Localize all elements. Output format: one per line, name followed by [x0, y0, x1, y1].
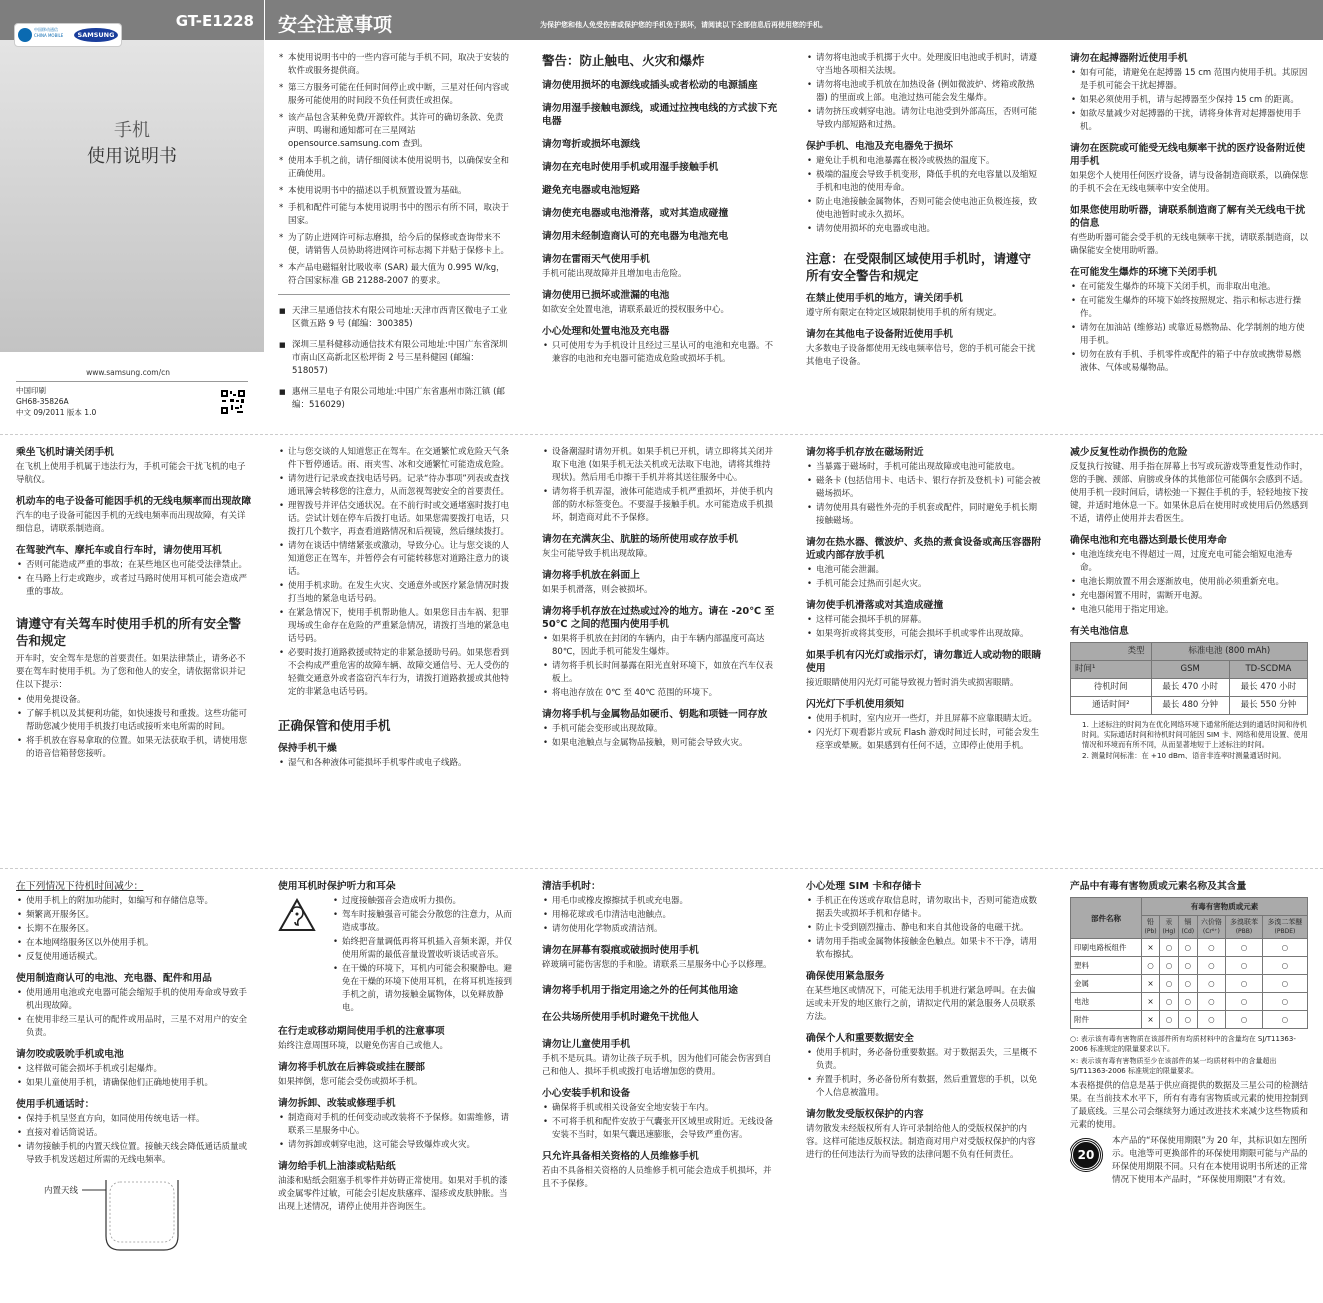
battery-info-column — [1070, 446, 1308, 862]
footnote: 2. 测量时间标准：在 +10 dBm、语音非连率时测量通话时间。 — [1082, 751, 1286, 760]
section-text: 在飞机上使用手机属于违法行为，手机可能会干扰飞机的电子导航仪。 — [16, 462, 246, 485]
section-heading: 在公共场所使用手机时避免干扰他人 — [542, 1012, 699, 1023]
section-heading: 小心处理 SIM 卡和存储卡 — [806, 881, 922, 892]
bullet-item: • 电池只能用于指定用途。 — [1070, 604, 1308, 617]
table-cell: ○ — [1197, 975, 1225, 993]
section-heading: 请勿让儿童使用手机 — [542, 1039, 631, 1050]
table-header-substance — [1262, 916, 1307, 939]
section-text: 遵守所有限定在特定区域限制使用手机的所有规定。 — [806, 308, 1002, 318]
section-heading: 请勿在热水器、微波炉、炙热的煮食设备或高压容器附近或内部存放手机 — [806, 537, 1042, 561]
bullet-item: • 防止电池接触金属物体，否则可能会使电池正负极连接，致使电池暂时或永久损坏。 — [806, 196, 1042, 222]
banner-note: 为保护您和他人免受伤害或保护您的手机免于损坏，请阅读以下全部信息后再使用您的手机。 — [540, 21, 827, 29]
section-heading: 确保使用紧急服务 — [806, 971, 885, 982]
flight-column — [16, 446, 252, 862]
section-heading: 确保个人和重要数据安全 — [806, 1033, 914, 1044]
table-header-substance — [1179, 916, 1198, 939]
section-heading: 闪光灯下手机使用须知 — [806, 699, 904, 710]
eco-period-icon — [1070, 1139, 1102, 1171]
bullet-item: • 电池连续充电不得超过一周，过度充电可能会缩短电池寿命。 — [1070, 549, 1308, 575]
table-cell: ○ — [1179, 957, 1198, 975]
bullet-item: • 使用手机时，务必备份重要数据。对于数据丢失，三星概不负责。 — [806, 1047, 1042, 1073]
section-heading: 在下列情况下待机时间减少： — [16, 881, 144, 892]
driving-tips-column — [278, 446, 512, 862]
section-heading: 请勿散发受版权保护的内容 — [806, 1109, 924, 1120]
table-row — [1071, 1011, 1308, 1029]
warning-item: 请勿弯折或损坏电源线 — [542, 139, 640, 150]
table-cell: ○ — [1262, 939, 1307, 957]
note-item: * 本产品电磁辐射比吸收率 (SAR) 最大值为 0.995 W/kg，符合国家标准 GB 21288-2007 的要求。 — [278, 262, 510, 288]
table-header-substance — [1197, 916, 1225, 939]
bullet-item: • 如果将手机放在封闭的车辆内，由于车辆内部温度可高达 80℃，因此手机可能发生爆炸。 — [542, 633, 778, 659]
substance-name: 多溴二苯醚 — [1267, 918, 1303, 926]
pacemaker-column — [1070, 52, 1308, 430]
table-cell: ○ — [1226, 993, 1263, 1011]
section-text: 大多数电子设备都使用无线电频率信号，您的手机可能会干扰其他电子设备。 — [806, 344, 1036, 367]
bullet-item: • 切勿在放有手机、手机零件或配件的箱子中存放或携带易燃液体、气体或易爆物品。 — [1070, 349, 1308, 375]
bullet-item: • 电池长期放置不用会逐渐放电，使用前必须重新充电。 — [1070, 576, 1308, 589]
china-mobile-logo — [18, 28, 32, 42]
table-cell: 电池 — [1071, 993, 1142, 1011]
section-heading: 请勿将手机存放在磁场附近 — [806, 447, 924, 458]
table-row — [1071, 993, 1308, 1011]
table-row — [1071, 679, 1308, 697]
section-heading: 请勿在其他电子设备附近使用手机 — [806, 329, 953, 340]
warning-item: 请勿使用损坏的电源线或插头或者松动的电源插座 — [542, 80, 758, 91]
bullet-item: • 长期不在服务区。 — [16, 923, 252, 936]
bullet-item: • 保持手机呈竖直方向，如同使用传统电话一样。 — [16, 1113, 252, 1126]
table-cell: ○ — [1179, 975, 1198, 993]
phone-antenna-diagram — [80, 1178, 200, 1256]
bullet-item: • 充电器闲置不用时，需断开电源。 — [1070, 590, 1308, 603]
section-text: 手机不是玩具。请勿让孩子玩手机，因为他们可能会伤害到自己和他人、损坏手机或拨打电话增加您的费用。 — [542, 1054, 772, 1077]
section-heading: 小心安装手机和设备 — [542, 1088, 631, 1099]
bullet-item: • 在马路上行走或跑步，或者过马路时使用耳机可能会造成严重的事故。 — [16, 573, 252, 599]
note-item: * 使用本手机之前，请仔细阅读本使用说明书，以确保安全和正确使用。 — [278, 155, 510, 181]
bullet-item: • 反复使用通话模式。 — [16, 951, 252, 964]
table-cell: ○ — [1160, 975, 1179, 993]
bullet-item: • 请勿使用具有磁性外壳的手机套或配件，同时避免手机长期接触磁场。 — [806, 502, 1042, 528]
section-text: 如果摔倒，您可能会受伤或损坏手机。 — [278, 1077, 423, 1087]
section-text: 本表格提供的信息是基于供应商提供的数据及三星公司的检测结果。在当前技术水平下，所有有毒有害物质或元素的使用控制到了最底线。三星公司会继续努力通过改进技术来减少这些物质和元素的使用。 — [1070, 1081, 1308, 1130]
print-country: 中国印刷 — [16, 386, 46, 395]
bullet-item: • 频繁离开服务区。 — [16, 909, 252, 922]
bullet-item: • 使用手机求助。在发生火灾、交通意外或医疗紧急情况时拨打当地的紧急电话号码。 — [278, 580, 512, 606]
storage-heading: 正确保管和使用手机 — [278, 718, 391, 733]
bullet-item: • 请勿使用化学物质或清洁剂。 — [542, 923, 778, 936]
section-heading: 请勿将手机放在后裤袋或挂在腰部 — [278, 1062, 425, 1073]
note-item: * 本使用说明书中的一些内容可能与手机不同，取决于安装的软件或服务提供商。 — [278, 52, 510, 78]
bullet-item: • 必要时拨打道路救援或特定的非紧急援助号码。如果您看到不会构成严重危害的故障车辆、故障交通信号、无人受伤的轻微交通意外或者盗窃汽车行为，请拨打道路救援或其他特定的非紧急电话号码。 — [278, 647, 512, 699]
cover-rule — [16, 381, 248, 382]
section-text: 本产品的“环保使用期限”为 20 年，其标识如左图所示。电池等可更换部件的环保使用期限可能与产品的环保使用期限不同。只有在本使用说明书所述的正常情况下使用本产品时，“环保使用期限”才有效。 — [1112, 1136, 1308, 1185]
substance-name: 六价铬 — [1200, 918, 1222, 926]
cover-title-1: 手机 — [114, 120, 150, 141]
bullet-item: • 湿气和各种液体可能损坏手机零件或电子线路。 — [278, 757, 512, 770]
table-row — [1071, 939, 1308, 957]
section-text: 灰尘可能导致手机出现故障。 — [542, 549, 653, 559]
cover-panel — [0, 40, 264, 352]
section-text: 接近眼睛使用闪光灯可能导致视力暂时消失或损害眼睛。 — [806, 678, 1019, 688]
bullet-item: • 制造商对手机的任何变动或改装将不予保修。如需维修，请联系三星服务中心。 — [278, 1112, 512, 1138]
section-heading: 请勿将手机存放在过热或过冷的地方。请在 -20℃ 至 50℃ 之间的范围内使用手机 — [542, 606, 775, 630]
model-name: GT-E1228 — [175, 12, 254, 30]
bullet-item: • 请勿将电池或手机放在加热设备 (例如微波炉、烤箱或散热器) 的里面或上部。电池过热可能会发生爆炸。 — [806, 79, 1042, 105]
bullet-item: • 始终把音量调低再将耳机插入音频来源，并仅使用所需的最低音量设置收听谈话或音乐。 — [332, 936, 512, 962]
battery-column — [806, 52, 1042, 430]
notes-rule — [278, 294, 510, 295]
table-cell: ○ — [1197, 939, 1225, 957]
warning-item: 请勿用湿手接触电源线，或通过拉拽电线的方式拔下充电器 — [542, 103, 778, 127]
section-heading: 请勿使用已损坏或泄漏的电池 — [542, 290, 670, 301]
section-heading: 如果您使用助听器，请联系制造商了解有关无线电干扰的信息 — [1070, 205, 1306, 229]
substance-name: 镉 — [1184, 918, 1192, 926]
section-heading: 在可能发生爆炸的环境下关闭手机 — [1070, 267, 1217, 278]
section-heading: 请勿在屏幕有裂痕或破损时使用手机 — [542, 945, 699, 956]
section-heading: 请勿将手机与金属物品如硬币、钥匙和项链一同存放 — [542, 709, 768, 720]
notes-column — [278, 52, 510, 430]
table-cell: ○ — [1160, 957, 1179, 975]
bullet-item: • 磁条卡 (包括信用卡、电话卡、银行存折及登机卡) 可能会被磁场损坏。 — [806, 475, 1042, 501]
bullet-item: • 理智拨号并评估交通状况。在不前行时或交通堵塞时拨打电话。尝试计划在停车后拨打电话。如果您需要拨打电话，只拨打几个数字，再查看道路情况和后视镜，然后继续拨打。 — [278, 500, 512, 539]
table-cell: ○ — [1262, 957, 1307, 975]
cover-title-2: 使用说明书 — [87, 146, 177, 167]
bullet-item: • 直接对着话筒说话。 — [16, 1127, 252, 1140]
bullet-item: • 请勿拆卸或刺穿电池，这可能会导致爆炸或火灾。 — [278, 1139, 512, 1152]
warning-item: 请勿使充电器或电池滑落，或对其造成碰撞 — [542, 208, 729, 219]
table-cell: 最长 480 分钟 — [1151, 697, 1229, 715]
note-item: * 手机和配件可能与本使用说明书中的图示有所不同，取决于国家。 — [278, 202, 510, 228]
section-heading: 请勿拆卸、改装或修理手机 — [278, 1098, 396, 1109]
doc-code: GH68-35826A — [16, 397, 69, 406]
table-cell: ○ — [1197, 957, 1225, 975]
table-cell: 最长 550 分钟 — [1229, 697, 1307, 715]
bullet-item: • 如果儿童使用手机，请确保他们正确地使用手机。 — [16, 1077, 252, 1090]
section-heading: 保持手机干燥 — [278, 743, 337, 754]
bullet-item: • 手机正在传送或存取信息时，请勿取出卡，否则可能造成数据丢失或损坏手机和存储卡。 — [806, 895, 1042, 921]
bullet-item: • 如欲尽量减少对起搏器的干扰，请将身体背对起搏器使用手机。 — [1070, 108, 1308, 134]
table-cell: 待机时间 — [1071, 679, 1152, 697]
warning-heading: 警告：防止触电、火灾和爆炸 — [542, 53, 705, 68]
section-heading: 机动车的电子设备可能因手机的无线电频率而出现故障 — [16, 496, 252, 507]
bullet-item: • 在可能发生爆炸的环境下始终按照规定、指示和标志进行操作。 — [1070, 295, 1308, 321]
table-cell: 最长 470 小时 — [1229, 679, 1307, 697]
bullet-item: • 确保将手机或相关设备安全地安装于车内。 — [542, 1102, 778, 1115]
bullet-item: • 请勿使用损坏的充电器或电池。 — [806, 223, 1042, 236]
bullet-item: • 了解手机以及其便利功能，如快速拨号和重拨。这些功能可帮助您减少使用手机拨打电话或接听来电所需的时间。 — [16, 708, 252, 734]
table-cell: 通话时间² — [1071, 697, 1152, 715]
antenna-label: 内置天线 — [44, 1186, 79, 1196]
section-text: 若由不具备相关资格的人员维修手机可能会造成手机损坏，并且不予保修。 — [542, 1166, 772, 1189]
substance-symbol: (PBDE) — [1274, 928, 1296, 935]
substance-symbol: (PBB) — [1235, 928, 1253, 935]
bullet-item: • 请勿在谈话中情绪紧张或激动，导致分心。让与您交谈的人知道您正在驾车，并暂停会有可能转移您对道路注意力的谈话。 — [278, 540, 512, 579]
table-cell: ○ — [1226, 975, 1263, 993]
table-cell: ○ — [1226, 939, 1263, 957]
environment-column — [542, 446, 778, 862]
bullet-item: • 手机可能会过热而引起火灾。 — [806, 578, 1042, 591]
bullet-item: • 过度接触强音会造成听力损伤。 — [332, 895, 512, 908]
bullet-item: • 在紧急情况下，使用手机帮助他人。如果您目击车祸、犯罪现场或生命存在危险的严重紧急情况，请拨打当地的紧急电话号码。 — [278, 607, 512, 646]
table-cell: ○ — [1226, 957, 1263, 975]
section-heading: 请勿在雷雨天气使用手机 — [542, 254, 650, 265]
table-header-battery: 标准电池 (800 mAh) — [1151, 643, 1307, 661]
qr-code — [221, 390, 245, 414]
bullet-item: • 闪光灯下观看影片或玩 Flash 游戏时间过长时，可能会发生痉挛或晕厥。如果感到有任何不适，立即停止使用手机。 — [806, 727, 1042, 753]
footnote: ○: 表示该有毒有害物质在该部件所有均质材料中的含量均在 SJ/T11363-2006 标准规定的限量要求以下。 — [1070, 1035, 1296, 1053]
driving-rules-heading: 请遵守有关驾车时使用手机的所有安全警告和规定 — [16, 616, 242, 648]
warning-item: 请勿在充电时使用手机或用湿手接触手机 — [542, 162, 719, 173]
table-cell: 金属 — [1071, 975, 1142, 993]
table-cell: 印刷电路板组件 — [1071, 939, 1142, 957]
table-header-substance — [1160, 916, 1179, 939]
bullet-item: • 弃置手机时，务必备份所有数据，然后重置您的手机，以免个人信息被滥用。 — [806, 1074, 1042, 1100]
section-heading: 保护手机、电池及充电器免于损坏 — [806, 141, 953, 152]
company-address: ■ 惠州三星电子有限公司地址:中国广东省惠州市陈江镇 (邮编：516029) — [278, 386, 510, 412]
section-heading: 请勿给手机上油漆或粘贴纸 — [278, 1161, 396, 1172]
hazard-column — [1070, 880, 1308, 1295]
substance-name: 多溴联苯 — [1229, 918, 1258, 926]
warning-column — [542, 52, 778, 430]
bullet-item: • 用棉花球或毛巾清洁电池触点。 — [542, 909, 778, 922]
section-heading: 请勿在医院或可能受无线电频率干扰的医疗设备附近使用手机 — [1070, 143, 1306, 167]
table-cell: ○ — [1262, 1011, 1307, 1029]
magnet-column — [806, 446, 1042, 862]
section-heading: 乘坐飞机时请关闭手机 — [16, 447, 114, 458]
section-heading: 请勿咬或吸吮手机或电池 — [16, 1049, 124, 1060]
bullet-item: • 在本地网络服务区以外使用手机。 — [16, 937, 252, 950]
bullet-item: • 请勿将手机长时间暴露在阳光直射环境下，如放在汽车仪表板上。 — [542, 660, 778, 686]
section-heading: 请勿使手机滑落或对其造成碰撞 — [806, 600, 944, 611]
section-heading: 使用制造商认可的电池、充电器、配件和用品 — [16, 973, 212, 984]
table-header-part: 部件名称 — [1071, 898, 1142, 939]
table-cell: × — [1142, 939, 1160, 957]
section-heading: 在行走或移动期间使用手机的注意事项 — [278, 1026, 445, 1037]
substance-symbol: (Hg) — [1162, 928, 1176, 935]
note-item: * 第三方服务可能在任何时间停止或中断，三星对任何内容或服务可能使用的时间段不负任何责任或担保。 — [278, 82, 510, 108]
section-heading: 请勿在起搏器附近使用手机 — [1070, 53, 1188, 64]
bullet-item: • 请勿在加油站 (维修站) 或靠近易燃物品、化学制剂的地方使用手机。 — [1070, 322, 1308, 348]
table-cell: ○ — [1160, 1011, 1179, 1029]
table-row — [1071, 975, 1308, 993]
footnote: ×: 表示该有毒有害物质至少在该部件的某一均质材料中的含量超出 SJ/T11363-2006 标准规定的限量要求。 — [1070, 1057, 1277, 1075]
table-cell: ○ — [1197, 993, 1225, 1011]
bullet-item: • 使用手机时，室内应开一些灯，并且屏幕不应靠眼睛太近。 — [806, 713, 1042, 726]
section-text: 碎玻璃可能伤害您的手和脸。请联系三星服务中心予以修理。 — [542, 960, 772, 970]
substance-symbol: (Cd) — [1181, 928, 1195, 935]
bullet-item: • 只可使用专为手机设计且经过三星认可的电池和充电器。不兼容的电池和充电器可能造成危险或损坏手机。 — [542, 340, 778, 366]
section-text: 请勿散发未经版权所有人许可录制给他人的受版权保护的内容。这样可能违反版权法。制造商对用户对受版权保护的内容进行的任何违法行为而导致的法律问题不负有任何责任。 — [806, 1124, 1036, 1160]
bullet-item: • 避免让手机和电池暴露在极冷或极热的温度下。 — [806, 155, 1042, 168]
fold-line-1 — [0, 434, 1323, 435]
bullet-item: • 请勿挤压或刺穿电池。请勿让电池受到外部高压，否则可能导致内部短路和过热。 — [806, 106, 1042, 132]
table-header-time: 时间¹ — [1071, 661, 1152, 679]
banner-divider — [264, 0, 265, 40]
section-heading: 请勿将手机用于指定用途之外的任何其他用途 — [542, 985, 738, 996]
table-cell: × — [1142, 993, 1160, 1011]
company-address: ■ 天津三星通信技术有限公司地址:天津市西青区微电子工业区微五路 9 号 (邮编：300385) — [278, 305, 510, 331]
company-address: ■ 深圳三星科健移动通信技术有限公司地址:中国广东省深圳市南山区高新北区松坪街 2 号三星科健园 (邮编：518057) — [278, 339, 510, 378]
hearing-column — [278, 880, 512, 1295]
substance-symbol: (Pb) — [1144, 928, 1157, 935]
table-cell: 塑料 — [1071, 957, 1142, 975]
bullet-item: • 防止卡受到剧烈撞击、静电和来自其他设备的电磁干扰。 — [806, 922, 1042, 935]
table-cell: ○ — [1179, 1011, 1198, 1029]
battery-table — [1070, 642, 1308, 715]
section-heading: 如果手机有闪光灯或指示灯，请勿靠近人或动物的眼睛使用 — [806, 650, 1042, 674]
table-cell: ○ — [1226, 1011, 1263, 1029]
table-header-group: 有毒有害物质或元素 — [1142, 898, 1308, 916]
section-heading: 小心处理和处置电池及充电器 — [542, 326, 670, 337]
bullet-item: • 请勿进行记录或查找电话号码。记录“待办事项”列表或查找通讯簿会转移您的注意力，从而忽视驾驶安全的首要责任。 — [278, 473, 512, 499]
bullet-item: • 让与您交谈的人知道您正在驾车。在交通繁忙或危险天气条件下暂停通话。雨、雨夹雪、冰和交通繁忙可能造成危险。 — [278, 446, 512, 472]
table-header-type: 类型 — [1071, 643, 1152, 661]
section-heading: 在禁止使用手机的地方，请关闭手机 — [806, 293, 963, 304]
table-cell: 附件 — [1071, 1011, 1142, 1029]
substance-name: 铅 — [1147, 918, 1155, 926]
bullet-item: • 当暴露于磁场时，手机可能出现故障或电池可能放电。 — [806, 461, 1042, 474]
bullet-item: • 请勿用手指或金属物体接触金色触点。如果卡不干净，请用软布擦拭。 — [806, 936, 1042, 962]
bullet-item: • 在干燥的环境下，耳机内可能会积聚静电。避免在干燥的环境下使用耳机，在将耳机连接到手机之前，请勿接触金属物体，以免释放静电。 — [332, 963, 512, 1015]
bullet-item: • 请勿将电池或手机掷于火中。处理废旧电池或手机时，请遵守当地各项相关法规。 — [806, 52, 1042, 78]
bullet-item: • 请勿接触手机的内置天线位置。接触天线会降低通话质量或导致手机发送超过所需的无线电频率。 — [16, 1141, 252, 1167]
table-cell: ○ — [1262, 975, 1307, 993]
eco-period-number: 20 — [1077, 1147, 1095, 1162]
substance-symbol: (Cr⁶⁺) — [1202, 928, 1220, 935]
bullet-item: • 使用通用电池或充电器可能会缩短手机的使用寿命或导致手机出现故障。 — [16, 987, 252, 1013]
substance-name: 汞 — [1165, 918, 1173, 926]
bullet-item: • 手机可能会变形或出现故障。 — [542, 723, 778, 736]
bullet-item: • 如果弯折或将其变形，可能会损坏手机或零件出现故障。 — [806, 628, 1042, 641]
doc-version: 中文 09/2011 版本 1.0 — [16, 408, 97, 417]
warning-item: 请勿用未经制造商认可的充电器为电池充电 — [542, 231, 729, 242]
table-header-substance — [1226, 916, 1263, 939]
bullet-item: • 将电池存放在 0℃ 至 40℃ 范围的环境下。 — [542, 687, 778, 700]
table-cell: ○ — [1142, 957, 1160, 975]
section-heading: 产品中有毒有害物质或元素名称及其含量 — [1070, 881, 1247, 892]
bullet-item: • 如有可能，请避免在起搏器 15 cm 范围内使用手机。其原因是手机可能会干扰起搏器。 — [1070, 67, 1308, 93]
table-cell: ○ — [1179, 939, 1198, 957]
restricted-area-heading: 注意：在受限制区域使用手机时，请遵守所有安全警告和规定 — [806, 251, 1032, 283]
bullet-item: • 如果必须使用手机，请与起搏器至少保持 15 cm 的距离。 — [1070, 94, 1308, 107]
bullet-item: • 如果电池触点与金属物品接触，则可能会导致火灾。 — [542, 737, 778, 750]
section-text: 手机可能出现故障并且增加电击危险。 — [542, 269, 687, 279]
cleaning-column — [542, 880, 778, 1295]
bullet-item: • 使用免提设备。 — [16, 694, 252, 707]
section-heading: 减少反复性动作损伤的危险 — [1070, 447, 1188, 458]
footnote: 1. 上述标注的时间为在优化网络环境下通常所能达到的通话时间和待机时间。实际通话时间和待机时间可能因 SIM 卡、网络和使用设置、使用情况和环境而有所不同，从而显著地短于上述标注的时间。 — [1082, 720, 1308, 749]
section-heading: 请勿将手机放在斜面上 — [542, 570, 640, 581]
section-heading: 使用耳机时保护听力和耳朵 — [278, 881, 396, 892]
bullet-item: • 极端的温度会导致手机变形，降低手机的充电容量以及缩短手机和电池的使用寿命。 — [806, 169, 1042, 195]
table-header-gsm: GSM — [1151, 661, 1229, 679]
table-cell: ○ — [1179, 993, 1198, 1011]
section-text: 反复执行按键、用手指在屏幕上书写或玩游戏等重复性动作时，您的手腕、颈部、肩膀或身体的其他部位可能偶尔会感到不适。使用手机一段时间后，请松弛一下握住手机的手，轻轻地按下按键，并适时地休息一下。如果休息后在使用时或使用后仍然感到不适，请停止使用并去看医生。 — [1070, 462, 1308, 524]
section-text: 在某些地区或情况下，可能无法用手机进行紧急呼叫。在去偏远或未开发的地区旅行之前，请拟定代用的紧急服务人员联系方法。 — [806, 986, 1036, 1022]
note-item: * 该产品包含某种免费/开源软件。其许可的确切条款、免责声明、鸣谢和通知都可在三星网站 opensource.samsung.com 查到。 — [278, 112, 510, 151]
table-header-substance — [1142, 916, 1160, 939]
website-url: www.samsung.com/cn — [86, 368, 170, 377]
bullet-item: • 这样做可能会损坏手机或引起爆炸。 — [16, 1063, 252, 1076]
table-cell: × — [1142, 1011, 1160, 1029]
section-heading: 清洁手机时： — [542, 881, 601, 892]
section-heading: 确保电池和充电器达到最长使用寿命 — [1070, 535, 1227, 546]
note-item: * 为了防止进网许可标志磨损，给今后的保修或查询带来不便，请销售人员协助将进网许可标志揭下并贴于保修卡上。 — [278, 232, 510, 258]
table-header-td: TD-SCDMA — [1229, 661, 1307, 679]
bullet-item: • 设备潮湿时请勿开机。如果手机已开机，请立即将其关闭并取下电池 (如果手机无法关机或无法取下电池，请将其维持现状)。然后用毛巾擦干手机并将其送往服务中心。 — [542, 446, 778, 485]
fold-line-2 — [0, 868, 1323, 869]
china-mobile-label: 中国移动通信 CHINA MOBILE — [34, 27, 64, 38]
section-text: 如果您个人使用任何医疗设备，请与设备制造商联系，以确保您的手机不会在无线电频率中安全使用。 — [1070, 171, 1308, 194]
section-heading: 只允许具备相关资格的人员维修手机 — [542, 1151, 699, 1162]
bullet-item: • 驾车时接触强音可能会分散您的注意力，从而造成事故。 — [332, 909, 512, 935]
section-text: 有些助听器可能会受手机的无线电频率干扰，请联系制造商，以确保能安全使用助听器。 — [1070, 233, 1308, 256]
section-heading: 使用手机通话时： — [16, 1099, 95, 1110]
section-text: 汽车的电子设备可能因手机的无线电频率而出现故障，有关详细信息，请联系制造商。 — [16, 511, 246, 534]
warning-item: 避免充电器或电池短路 — [542, 185, 640, 196]
table-cell: ○ — [1197, 1011, 1225, 1029]
section-text: 油漆和贴纸会阻塞手机零件并妨碍正常使用。如果对手机的漆或金属零件过敏，可能会引起皮肤瘙痒、湿疹或皮肤肿胀。当出现上述情况，请停止使用并咨询医生。 — [278, 1176, 508, 1212]
table-cell: ○ — [1160, 993, 1179, 1011]
samsung-logo: SAMSUNG — [74, 28, 118, 42]
section-text: 如欲安全处置电池，请联系最近的授权服务中心。 — [542, 305, 730, 315]
section-heading: 有关电池信息 — [1070, 626, 1129, 637]
sim-column — [806, 880, 1042, 1295]
page-title: 安全注意事项 — [278, 14, 393, 36]
bullet-item: • 否则可能造成严重的事故；在某些地区也可能受法律禁止。 — [16, 559, 252, 572]
section-heading: 请勿在充满灰尘、肮脏的场所使用或存放手机 — [542, 534, 738, 545]
table-cell: ○ — [1160, 939, 1179, 957]
table-cell: × — [1142, 975, 1160, 993]
table-row — [1071, 697, 1308, 715]
note-item: * 本使用说明书中的描述以手机预置设置为基础。 — [278, 185, 510, 198]
table-cell: 最长 470 小时 — [1151, 679, 1229, 697]
bullet-item: • 使用手机上的附加功能时，如编写和存储信息等。 — [16, 895, 252, 908]
bullet-item: • 这样可能会损坏手机的屏幕。 — [806, 614, 1042, 627]
table-row — [1071, 957, 1308, 975]
section-text: 始终注意周围环境，以避免伤害自己或他人。 — [278, 1041, 449, 1051]
hearing-warning-icon — [278, 898, 316, 932]
section-text: 开车时，安全驾车是您的首要责任。如果法律禁止，请务必不要在驾车时使用手机。为了您和他人的安全，请依据常识并记住以下提示： — [16, 654, 246, 690]
section-heading: 在驾驶汽车、摩托车或自行车时，请勿使用耳机 — [16, 545, 222, 556]
table-cell: ○ — [1262, 993, 1307, 1011]
section-text: 如果手机滑落，则会被损坏。 — [542, 585, 653, 595]
hazard-table — [1070, 897, 1308, 1029]
bullet-item: • 用毛巾或橡皮擦擦拭手机或充电器。 — [542, 895, 778, 908]
bullet-item: • 请勿将手机弄湿，液体可能造成手机严重损坏，并使手机内部的防水标签变色。不要湿手接触手机。水可能造成手机损坏，制造商对此不予保修。 — [542, 486, 778, 525]
bullet-item: • 在可能发生爆炸的环境下关闭手机，而非取出电池。 — [1070, 281, 1308, 294]
bullet-item: • 在使用非经三星认可的配件或用品时，三星不对用户的安全负责。 — [16, 1014, 252, 1040]
bullet-item: • 不可将手机和配件安放于气囊张开区域里或附近。无线设备安装不当时，如果气囊迅速膨胀，会导致严重伤害。 — [542, 1116, 778, 1142]
bullet-item: • 将手机放在容易拿取的位置。如果无法获取手机，请使用您的语音信箱替您接听。 — [16, 735, 252, 761]
bullet-item: • 电池可能会泄漏。 — [806, 564, 1042, 577]
